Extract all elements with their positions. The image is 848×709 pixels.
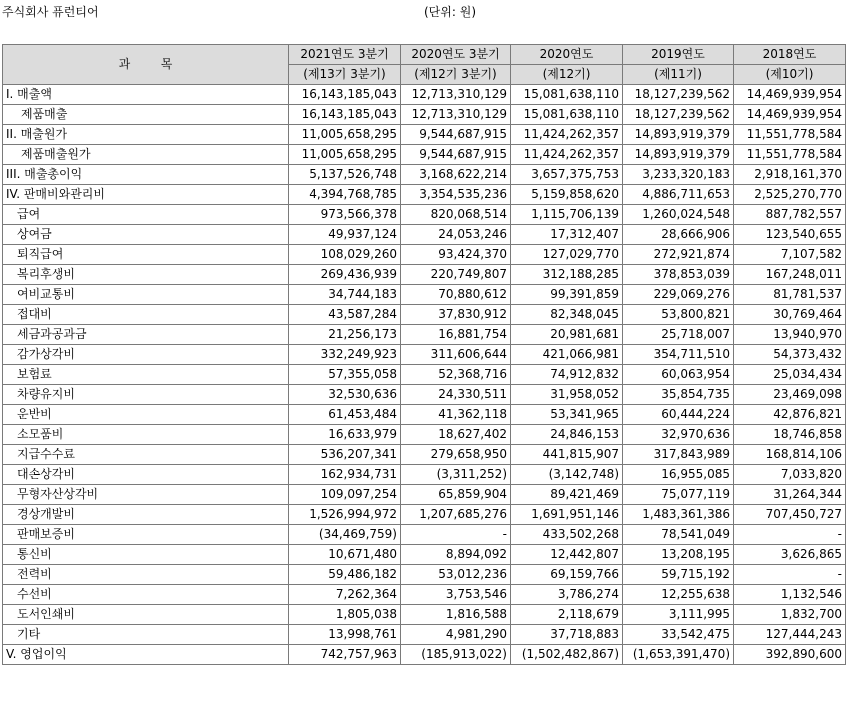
account-label: 무형자산상각비 xyxy=(3,485,289,505)
table-row xyxy=(3,565,846,585)
value-cell: 28,666,906 xyxy=(623,225,734,245)
value-cell: 8,894,092 xyxy=(401,545,511,565)
account-label: 도서인쇄비 xyxy=(3,605,289,625)
value-cell: 12,713,310,129 xyxy=(401,85,511,105)
table-row xyxy=(3,505,846,525)
value-cell: (3,311,252) xyxy=(401,465,511,485)
value-cell: 42,876,821 xyxy=(734,405,846,425)
value-cell: 41,362,118 xyxy=(401,405,511,425)
value-cell: 229,069,276 xyxy=(623,285,734,305)
value-cell: 742,757,963 xyxy=(289,645,401,665)
account-label: 경상개발비 xyxy=(3,505,289,525)
value-cell: 167,248,011 xyxy=(734,265,846,285)
value-cell: 13,208,195 xyxy=(623,545,734,565)
account-label: 퇴직급여 xyxy=(3,245,289,265)
value-cell: 11,424,262,357 xyxy=(511,125,623,145)
value-cell: 52,368,716 xyxy=(401,365,511,385)
table-row xyxy=(3,605,846,625)
value-cell: 109,097,254 xyxy=(289,485,401,505)
value-cell: (3,142,748) xyxy=(511,465,623,485)
value-cell: 60,444,224 xyxy=(623,405,734,425)
value-cell: 7,107,582 xyxy=(734,245,846,265)
value-cell: - xyxy=(734,565,846,585)
value-cell: 354,711,510 xyxy=(623,345,734,365)
value-cell: 5,159,858,620 xyxy=(511,185,623,205)
value-cell: 2,118,679 xyxy=(511,605,623,625)
table-row xyxy=(3,445,846,465)
value-cell: 23,469,098 xyxy=(734,385,846,405)
value-cell: 279,658,950 xyxy=(401,445,511,465)
header-term-3: (제12기) xyxy=(511,65,623,85)
value-cell: 2,525,270,770 xyxy=(734,185,846,205)
value-cell: 89,421,469 xyxy=(511,485,623,505)
account-label: 판매보증비 xyxy=(3,525,289,545)
value-cell: 25,718,007 xyxy=(623,325,734,345)
account-label: II. 매출원가 xyxy=(3,125,289,145)
value-cell: 14,893,919,379 xyxy=(623,125,734,145)
value-cell: 392,890,600 xyxy=(734,645,846,665)
value-cell: 3,233,320,183 xyxy=(623,165,734,185)
table-row xyxy=(3,545,846,565)
account-label: 차량유지비 xyxy=(3,385,289,405)
value-cell: 12,713,310,129 xyxy=(401,105,511,125)
account-label: 감가상각비 xyxy=(3,345,289,365)
value-cell: 9,544,687,915 xyxy=(401,145,511,165)
value-cell: (1,653,391,470) xyxy=(623,645,734,665)
header-term-4: (제11기) xyxy=(623,65,734,85)
value-cell: 4,981,290 xyxy=(401,625,511,645)
value-cell: 123,540,655 xyxy=(734,225,846,245)
value-cell: 820,068,514 xyxy=(401,205,511,225)
value-cell: 53,800,821 xyxy=(623,305,734,325)
table-row xyxy=(3,205,846,225)
table-row xyxy=(3,265,846,285)
value-cell: 1,691,951,146 xyxy=(511,505,623,525)
value-cell: 16,881,754 xyxy=(401,325,511,345)
table-row xyxy=(3,585,846,605)
company-name: 주식회사 퓨런티어 xyxy=(2,5,99,19)
header-period-4: 2019연도 xyxy=(623,45,734,65)
value-cell: 11,424,262,357 xyxy=(511,145,623,165)
value-cell: 31,958,052 xyxy=(511,385,623,405)
table-row xyxy=(3,405,846,425)
value-cell: 81,781,537 xyxy=(734,285,846,305)
account-label: 여비교통비 xyxy=(3,285,289,305)
value-cell: (34,469,759) xyxy=(289,525,401,545)
value-cell: 973,566,378 xyxy=(289,205,401,225)
table-row xyxy=(3,105,846,125)
value-cell: 59,715,192 xyxy=(623,565,734,585)
value-cell: 18,746,858 xyxy=(734,425,846,445)
account-label: 보험료 xyxy=(3,365,289,385)
value-cell: 15,081,638,110 xyxy=(511,105,623,125)
value-cell: 16,955,085 xyxy=(623,465,734,485)
table-row xyxy=(3,525,846,545)
account-label: 제품매출 xyxy=(3,105,289,125)
value-cell: 3,111,995 xyxy=(623,605,734,625)
value-cell: 34,744,183 xyxy=(289,285,401,305)
value-cell: 1,132,546 xyxy=(734,585,846,605)
header-account: 과 목 xyxy=(3,45,289,85)
value-cell: 3,626,865 xyxy=(734,545,846,565)
value-cell: 311,606,644 xyxy=(401,345,511,365)
header-period-2: 2020연도 3분기 xyxy=(401,45,511,65)
value-cell: - xyxy=(734,525,846,545)
account-label: 제품매출원가 xyxy=(3,145,289,165)
value-cell: 433,502,268 xyxy=(511,525,623,545)
value-cell: 1,207,685,276 xyxy=(401,505,511,525)
value-cell: 18,127,239,562 xyxy=(623,105,734,125)
table-row xyxy=(3,645,846,665)
value-cell: 108,029,260 xyxy=(289,245,401,265)
account-label: V. 영업이익 xyxy=(3,645,289,665)
account-label: 급여 xyxy=(3,205,289,225)
table-row xyxy=(3,345,846,365)
value-cell: 1,805,038 xyxy=(289,605,401,625)
table-row xyxy=(3,125,846,145)
table-row xyxy=(3,225,846,245)
value-cell: 99,391,859 xyxy=(511,285,623,305)
value-cell: 13,940,970 xyxy=(734,325,846,345)
value-cell: 4,394,768,785 xyxy=(289,185,401,205)
account-label: 통신비 xyxy=(3,545,289,565)
value-cell: 14,469,939,954 xyxy=(734,105,846,125)
value-cell: 37,718,883 xyxy=(511,625,623,645)
account-label: 전력비 xyxy=(3,565,289,585)
value-cell: 16,143,185,043 xyxy=(289,105,401,125)
table-row xyxy=(3,365,846,385)
value-cell: 21,256,173 xyxy=(289,325,401,345)
value-cell: 441,815,907 xyxy=(511,445,623,465)
account-label: 소모품비 xyxy=(3,425,289,445)
value-cell: 53,012,236 xyxy=(401,565,511,585)
value-cell: 53,341,965 xyxy=(511,405,623,425)
value-cell: 93,424,370 xyxy=(401,245,511,265)
value-cell: 16,633,979 xyxy=(289,425,401,445)
value-cell: 25,034,434 xyxy=(734,365,846,385)
value-cell: 272,921,874 xyxy=(623,245,734,265)
value-cell: 60,063,954 xyxy=(623,365,734,385)
table-row xyxy=(3,145,846,165)
table-body xyxy=(3,85,846,665)
header-term-5: (제10기) xyxy=(734,65,846,85)
value-cell: (1,502,482,867) xyxy=(511,645,623,665)
value-cell: 9,544,687,915 xyxy=(401,125,511,145)
value-cell: 78,541,049 xyxy=(623,525,734,545)
value-cell: 18,627,402 xyxy=(401,425,511,445)
value-cell: 3,753,546 xyxy=(401,585,511,605)
value-cell: 18,127,239,562 xyxy=(623,85,734,105)
value-cell: 57,355,058 xyxy=(289,365,401,385)
table-row xyxy=(3,285,846,305)
header-term-1: (제13기 3분기) xyxy=(289,65,401,85)
value-cell: 11,551,778,584 xyxy=(734,145,846,165)
value-cell: 33,542,475 xyxy=(623,625,734,645)
value-cell: 35,854,735 xyxy=(623,385,734,405)
account-label: IV. 판매비와관리비 xyxy=(3,185,289,205)
value-cell: - xyxy=(401,525,511,545)
value-cell: 220,749,807 xyxy=(401,265,511,285)
value-cell: 536,207,341 xyxy=(289,445,401,465)
value-cell: 24,330,511 xyxy=(401,385,511,405)
value-cell: 10,671,480 xyxy=(289,545,401,565)
value-cell: 1,816,588 xyxy=(401,605,511,625)
value-cell: 168,814,106 xyxy=(734,445,846,465)
table-row xyxy=(3,85,846,105)
table-row xyxy=(3,465,846,485)
value-cell: 7,262,364 xyxy=(289,585,401,605)
account-label: III. 매출총이익 xyxy=(3,165,289,185)
value-cell: 82,348,045 xyxy=(511,305,623,325)
value-cell: 20,981,681 xyxy=(511,325,623,345)
value-cell: 1,832,700 xyxy=(734,605,846,625)
account-label: 접대비 xyxy=(3,305,289,325)
value-cell: 17,312,407 xyxy=(511,225,623,245)
value-cell: 707,450,727 xyxy=(734,505,846,525)
value-cell: 65,859,904 xyxy=(401,485,511,505)
value-cell: 69,159,766 xyxy=(511,565,623,585)
value-cell: 59,486,182 xyxy=(289,565,401,585)
account-label: 기타 xyxy=(3,625,289,645)
value-cell: 3,168,622,214 xyxy=(401,165,511,185)
account-label: 상여금 xyxy=(3,225,289,245)
header-period-1: 2021연도 3분기 xyxy=(289,45,401,65)
value-cell: 74,912,832 xyxy=(511,365,623,385)
account-label: 대손상각비 xyxy=(3,465,289,485)
account-label: 수선비 xyxy=(3,585,289,605)
table-row xyxy=(3,485,846,505)
value-cell: 13,998,761 xyxy=(289,625,401,645)
value-cell: 887,782,557 xyxy=(734,205,846,225)
value-cell: 5,137,526,748 xyxy=(289,165,401,185)
value-cell: 378,853,039 xyxy=(623,265,734,285)
value-cell: 30,769,464 xyxy=(734,305,846,325)
value-cell: 61,453,484 xyxy=(289,405,401,425)
value-cell: 24,053,246 xyxy=(401,225,511,245)
header-term-2: (제12기 3분기) xyxy=(401,65,511,85)
account-label: 운반비 xyxy=(3,405,289,425)
value-cell: 11,005,658,295 xyxy=(289,145,401,165)
value-cell: 11,005,658,295 xyxy=(289,125,401,145)
table-row xyxy=(3,165,846,185)
value-cell: 1,115,706,139 xyxy=(511,205,623,225)
value-cell: 32,530,636 xyxy=(289,385,401,405)
account-label: 세금과공과금 xyxy=(3,325,289,345)
value-cell: 3,354,535,236 xyxy=(401,185,511,205)
value-cell: 31,264,344 xyxy=(734,485,846,505)
value-cell: 269,436,939 xyxy=(289,265,401,285)
value-cell: 162,934,731 xyxy=(289,465,401,485)
value-cell: 3,786,274 xyxy=(511,585,623,605)
value-cell: 16,143,185,043 xyxy=(289,85,401,105)
value-cell: 12,255,638 xyxy=(623,585,734,605)
table-row xyxy=(3,385,846,405)
value-cell: 1,260,024,548 xyxy=(623,205,734,225)
value-cell: (185,913,022) xyxy=(401,645,511,665)
value-cell: 43,587,284 xyxy=(289,305,401,325)
income-statement-table xyxy=(2,44,846,665)
table-row xyxy=(3,625,846,645)
account-label: 지급수수료 xyxy=(3,445,289,465)
table-row xyxy=(3,305,846,325)
value-cell: 49,937,124 xyxy=(289,225,401,245)
account-label: I. 매출액 xyxy=(3,85,289,105)
value-cell: 1,483,361,386 xyxy=(623,505,734,525)
value-cell: 3,657,375,753 xyxy=(511,165,623,185)
value-cell: 24,846,153 xyxy=(511,425,623,445)
table-row xyxy=(3,425,846,445)
value-cell: 14,893,919,379 xyxy=(623,145,734,165)
value-cell: 15,081,638,110 xyxy=(511,85,623,105)
header-period-5: 2018연도 xyxy=(734,45,846,65)
value-cell: 4,886,711,653 xyxy=(623,185,734,205)
value-cell: 7,033,820 xyxy=(734,465,846,485)
value-cell: 127,029,770 xyxy=(511,245,623,265)
value-cell: 1,526,994,972 xyxy=(289,505,401,525)
value-cell: 11,551,778,584 xyxy=(734,125,846,145)
value-cell: 332,249,923 xyxy=(289,345,401,365)
value-cell: 12,442,807 xyxy=(511,545,623,565)
value-cell: 14,469,939,954 xyxy=(734,85,846,105)
value-cell: 421,066,981 xyxy=(511,345,623,365)
account-label: 복리후생비 xyxy=(3,265,289,285)
table-row xyxy=(3,245,846,265)
value-cell: 70,880,612 xyxy=(401,285,511,305)
value-cell: 2,918,161,370 xyxy=(734,165,846,185)
table-header xyxy=(3,45,846,85)
value-cell: 317,843,989 xyxy=(623,445,734,465)
table-row xyxy=(3,185,846,205)
header-period-3: 2020연도 xyxy=(511,45,623,65)
table-row xyxy=(3,325,846,345)
value-cell: 54,373,432 xyxy=(734,345,846,365)
unit-note: (단위: 원) xyxy=(424,5,476,19)
value-cell: 37,830,912 xyxy=(401,305,511,325)
value-cell: 32,970,636 xyxy=(623,425,734,445)
value-cell: 127,444,243 xyxy=(734,625,846,645)
value-cell: 75,077,119 xyxy=(623,485,734,505)
value-cell: 312,188,285 xyxy=(511,265,623,285)
